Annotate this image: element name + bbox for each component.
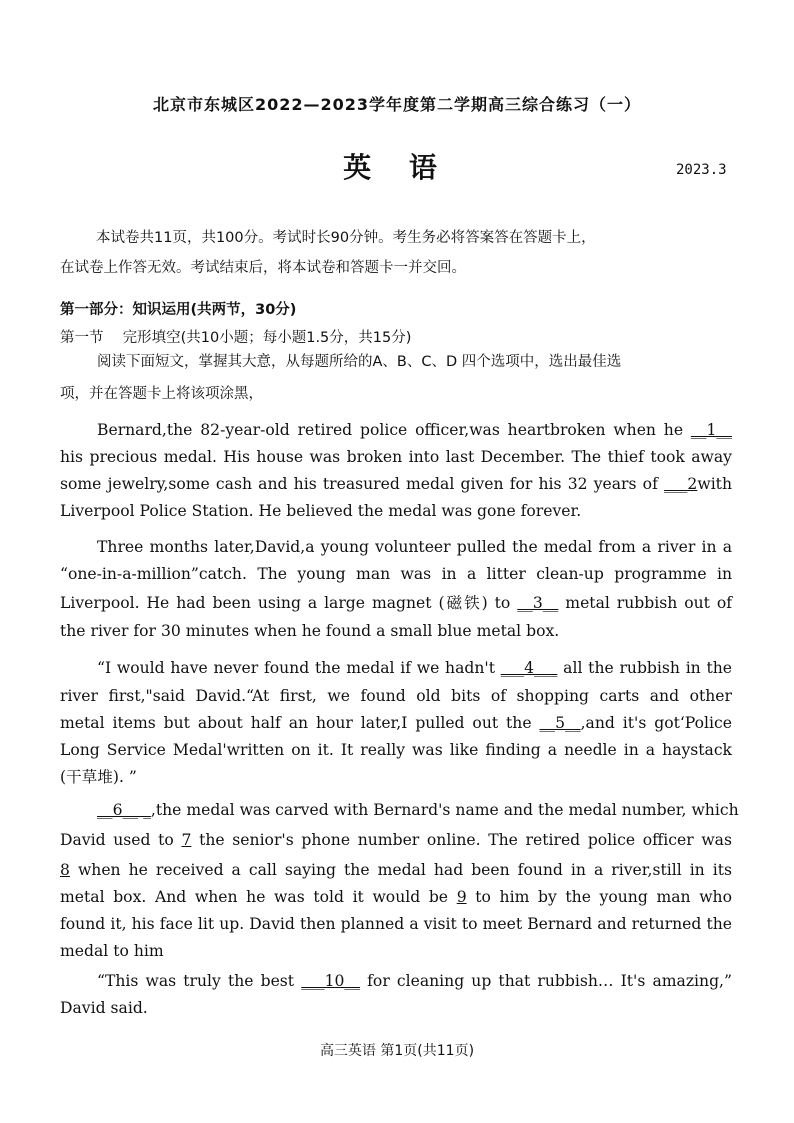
blank-7[interactable]: 7 xyxy=(181,831,192,849)
text-line: Bernard,the 82-year-old retired police officer,was heartbroken when he __1__ xyxy=(97,421,732,439)
directions-line-1: 阅读下面短文，掌握其大意，从每题所给的A、B、C、D 四个选项中，选出最佳选 xyxy=(97,354,622,370)
text-line: __6__ _,the medal was carved with Bernard's name and the medal number, which xyxy=(97,801,739,819)
text-line: metal items but about half an hour later,I pulled out the __5__,and it's got‘Police xyxy=(60,714,732,732)
text-line: metal box. And when he was told it would be 9 to him by the young man who xyxy=(60,888,732,906)
section-title: 第一节 完形填空(共10小题；每小题1.5分，共15分) xyxy=(60,330,412,346)
text-line: Long Service Medal'written on it. It really was like finding a needle in a haystack xyxy=(60,741,732,759)
page-footer: 高三英语 第1页(共11页) xyxy=(319,1043,475,1059)
blank-6[interactable]: __6__ _ xyxy=(97,801,151,819)
blank-10[interactable]: ___10__ xyxy=(301,972,361,990)
paragraph-5 xyxy=(60,968,732,1022)
text-line: Three months later,David,a young volunteer pulled the medal from a river in a xyxy=(97,538,732,556)
intro-line-1: 本试卷共11页，共100分。考试时长90分钟。考生务必将答案答在答题卡上， xyxy=(96,230,596,246)
subject-title: 英 语 xyxy=(343,151,451,184)
exam-title: 北京市东城区2022—2023学年度第二学期高三综合练习（一） xyxy=(152,95,642,114)
text-line: medal to him xyxy=(60,942,164,960)
exam-date: 2023.3 xyxy=(676,162,727,178)
paragraph-2 xyxy=(60,534,732,645)
part-title: 第一部分：知识运用(共两节，30分) xyxy=(60,302,297,318)
text-line: Liverpool. He had been using a large magnet (磁铁) to __3__ metal rubbish out of xyxy=(60,594,732,612)
blank-1[interactable]: __1__ xyxy=(690,421,732,439)
blank-8[interactable]: 8 xyxy=(60,861,70,879)
intro-line-2: 在试卷上作答无效。考试结束后，将本试卷和答题卡一并交回。 xyxy=(60,260,466,276)
text-line: David said. xyxy=(60,999,148,1017)
text-line: (干草堆). ” xyxy=(60,768,137,786)
text-line: river first,"said David.“At first, we found old bits of shopping carts and other xyxy=(60,687,732,705)
text-line: David used to 7 the senior's phone number online. The retired police officer was xyxy=(60,831,732,849)
text-line: his precious medal. His house was broken into last December. The thief took away xyxy=(60,448,732,466)
text-line: “I would have never found the medal if we hadn't ___4___ all the rubbish in the xyxy=(97,659,732,677)
text-line: found it, his face lit up. David then planned a visit to meet Bernard and returned the xyxy=(60,915,732,933)
text-line: “one-in-a-million”catch. The young man was in a litter clean-up programme in xyxy=(60,565,732,583)
paragraph-1 xyxy=(60,417,732,525)
blank-5[interactable]: __5__ xyxy=(539,714,581,732)
blank-2[interactable]: ___2 xyxy=(664,475,698,493)
text-line: “This was truly the best ___10__ for cleaning up that rubbish… It's amazing,” xyxy=(97,972,732,990)
blank-9[interactable]: 9 xyxy=(456,888,467,906)
text-line: Liverpool Police Station. He believed the medal was gone forever. xyxy=(60,502,582,520)
blank-3[interactable]: __3__ xyxy=(517,594,559,612)
text-line: the river for 30 minutes when he found a small blue metal box. xyxy=(60,622,560,640)
paragraph-4 xyxy=(60,797,739,965)
paragraph-3 xyxy=(60,653,732,791)
blank-4[interactable]: ___4___ xyxy=(500,659,558,677)
text-line: 8 when he received a call saying the medal had been found in a river,still in its xyxy=(60,861,732,879)
directions-line-2: 项，并在答题卡上将该项涂黑， xyxy=(60,386,263,402)
text-line: some jewelry,some cash and his treasured medal given for his 32 years of ___2with xyxy=(60,475,732,493)
